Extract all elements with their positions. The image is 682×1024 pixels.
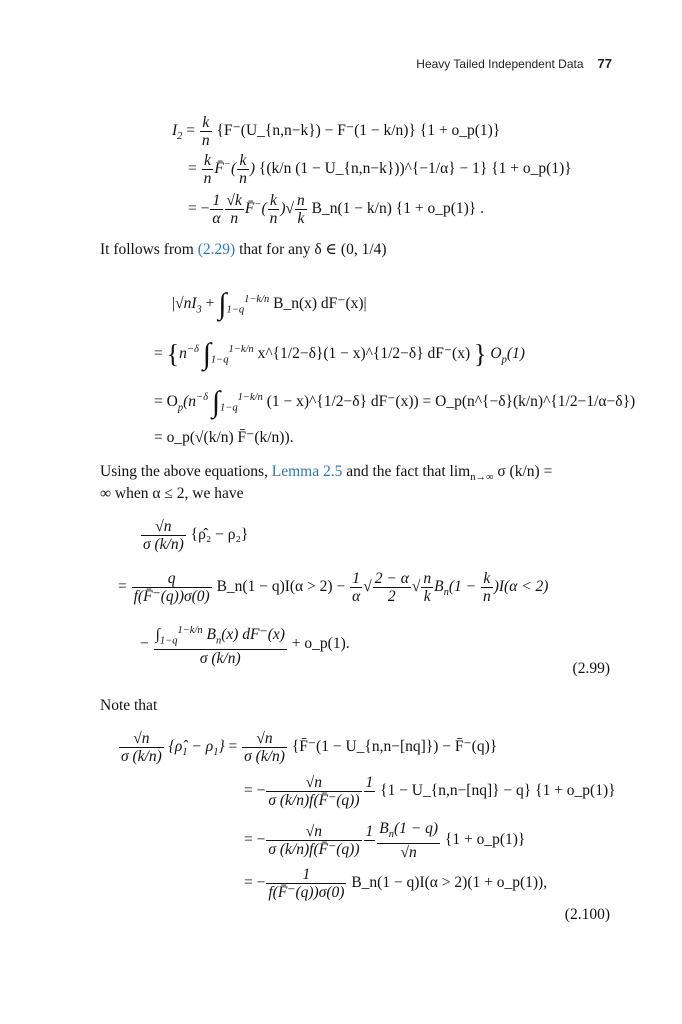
eq-i2-line3: = − $\frac{1}{\alpha}$ $\frac{√k}{n}$ F̄−( $\frac{k}{n}$ )√ $\frac{n}{k}$ B_n(1 − k/n) {1 + o_p(1)} . [188,192,484,227]
equation-number-2-100: (2.100) [564,906,610,923]
eq-i3-line1: $|√nI_3 + \int_{1-q}^{1-k/n}$ B_n(x) dF⁻(x)| [172,287,367,321]
page-number: 77 [597,56,612,71]
eq-i3-line4: = o_p(√(k/n) F̄⁻(k/n)). [154,429,294,446]
text-note: Note that [100,697,158,714]
eq-i3-line3: = $O_p(n^{-\delta}$ $\int_{1-q}^{1-k/n}$ (1 − x)^{1/2−δ} dF⁻(x)) = O_p(n^{−δ}(k/n)^{1/2−1/α−δ}) [154,385,636,419]
running-header [416,56,612,71]
text-infty: ∞ when α ≤ 2, we have [100,485,244,502]
text-using: Using the above equations, Lemma 2.5 and the fact that $\lim_{n\to\infty} \sigma$ (k/n) = [100,463,553,484]
eq-i2-line1: $I_2$ = $\frac{k}{n}$ {F⁻(U_{n,n−k}) − F⁻(1 − k/n)} {1 + o_p(1)} [172,114,501,149]
eq-299-line2: = $\frac{q}{f(F̄^-(q))\sigma(0)}$ B_n(1 − q)I(α > 2) − $\frac{1}{\alpha}$ √ $\frac{2 - \alpha}{2}$ √ $\frac{n}{k}$ $B_n(1$ − $\frac{k}{n}$ )I(α < 2) [118,570,549,605]
eq-299-line1: $\frac{√n}{\sigma (k/n)}$ {ρ̂₂ − ρ₂} [143,518,249,553]
lemma-2-5-link[interactable]: Lemma 2.5 [271,463,343,480]
ref-2-29-link[interactable]: (2.29) [197,241,236,258]
eq-2100-line4: = − $\frac{1}{f(F̄^-(q))\sigma(0)}$ B_n(1 − q)I(α > 2)(1 + o_p(1)), [244,866,548,901]
eq-i2-line2: = $\frac{k}{n}$ F̄−( $\frac{k}{n}$ ) {(k/n (1 − U_{n,n−k}))^{−1/α} − 1} {1 + o_p(1)} [188,152,572,187]
eq-i3-line2: = {$n^{-\delta}$ $\int_{1-q}^{1-k/n}$ x^{1/2−δ}(1 − x)^{1/2−δ} dF⁻(x) } $O_p(1)$ [154,337,525,371]
eq-2100-line3: = − $\frac{√n}{\sigma (k/n)f(F̄^-(q))}$ 1 $\frac{B_n(1 - q)}{√n}$ {1 + o_p(1)} [244,820,526,862]
running-title: Heavy Tailed Independent Data [416,57,584,71]
eq-2100-line1: $\frac{√n}{\sigma (k/n)}$ $\{\rhô_1 - \rho_1\}$ = $\frac{√n}{\sigma (k/n)}$ {F̄⁻(1 − U_{n,n−[nq]}) − F̄⁻(q)} [121,730,498,765]
eq-299-line3: − $\frac{\int_{1-q}^{1-k/n} B_n(x) dF^-(x)}{\sigma (k/n)}$ + o_p(1). [140,622,350,667]
equation-number-2-99: (2.99) [572,660,610,677]
eq-2100-line2: = − $\frac{√n}{\sigma (k/n)f(F̄^-(q))}$ 1 {1 − U_{n,n−[nq]} − q} {1 + o_p(1)} [244,774,616,809]
text-follows: It follows from (2.29) that for any δ ∈ (0, 1/4) [100,241,387,258]
